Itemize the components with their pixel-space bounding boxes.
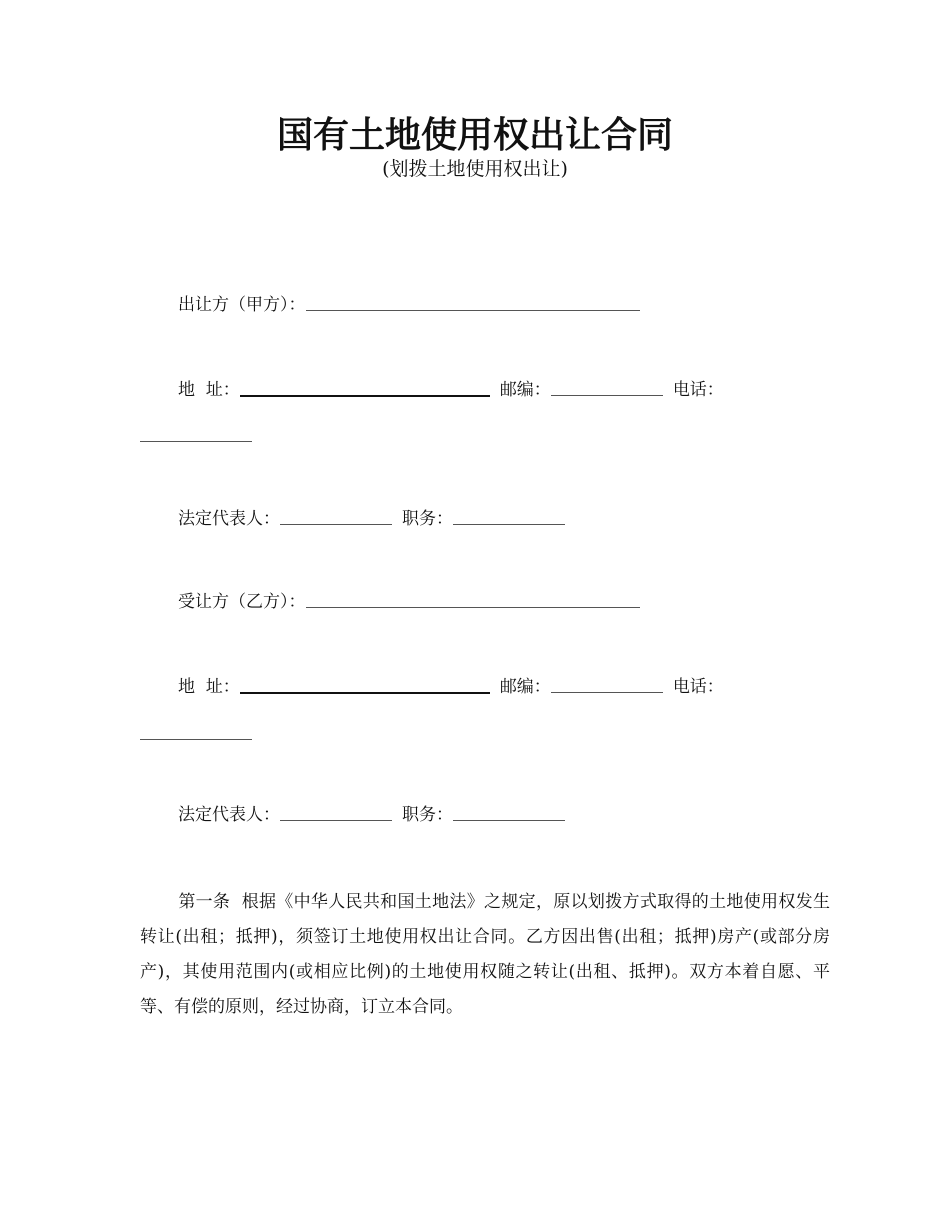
party-a-phone-field[interactable] [140,440,252,442]
party-a-rep-field[interactable] [280,505,392,525]
party-a-address-row [178,376,724,404]
party-a-postcode-label: 邮编： [499,380,551,400]
party-a-name-field[interactable] [306,291,640,311]
party-a-row [178,291,640,319]
party-b-row [178,588,640,616]
party-b-rep-field[interactable] [280,801,392,821]
page-subtitle: (划拨土地使用权出让) [382,158,568,180]
party-b-address-label: 地 址： [178,677,240,697]
page-title: 国有土地使用权出让合同 [276,115,673,156]
party-b-postcode-label: 邮编： [499,677,551,697]
party-b-postcode-field[interactable] [551,673,663,693]
party-b-address-row [178,673,724,701]
party-b-name-field[interactable] [306,588,640,608]
party-a-address-field[interactable] [240,376,490,397]
party-b-position-label: 职务： [402,805,453,825]
article-1-heading: 第一条 [178,892,231,912]
party-b-address-field[interactable] [240,673,490,694]
party-a-position-field[interactable] [453,505,565,525]
party-b-rep-row [178,801,565,829]
party-a-rep-label: 法定代表人： [178,509,280,529]
party-b-rep-label: 法定代表人： [178,805,280,825]
article-1-text: 根据《中华人民共和国土地法》之规定，原以划拨方式取得的土地使用权发生转让(出租；抵押)，须签订土地使用权出让合同。乙方因出售(出租；抵押)房产(或部分房产)，其使用范围内(或相应比例)的土地使用权随之转让(出租、抵押)。双方本着自愿、平等、有偿的原则，经过协商，订立本合同。 [140,892,830,1017]
party-a-phone-label: 电话： [672,380,724,400]
party-a-label: 出让方（甲方）： [178,295,306,315]
party-b-phone-label: 电话： [672,677,724,697]
party-a-rep-row [178,505,565,533]
party-a-position-label: 职务： [402,509,453,529]
party-a-address-label: 地 址： [178,380,240,400]
article-1-paragraph [140,885,830,1025]
party-b-label: 受让方（乙方）： [178,592,306,612]
party-b-position-field[interactable] [453,801,565,821]
party-b-phone-field[interactable] [140,738,252,740]
party-a-postcode-field[interactable] [551,376,663,396]
